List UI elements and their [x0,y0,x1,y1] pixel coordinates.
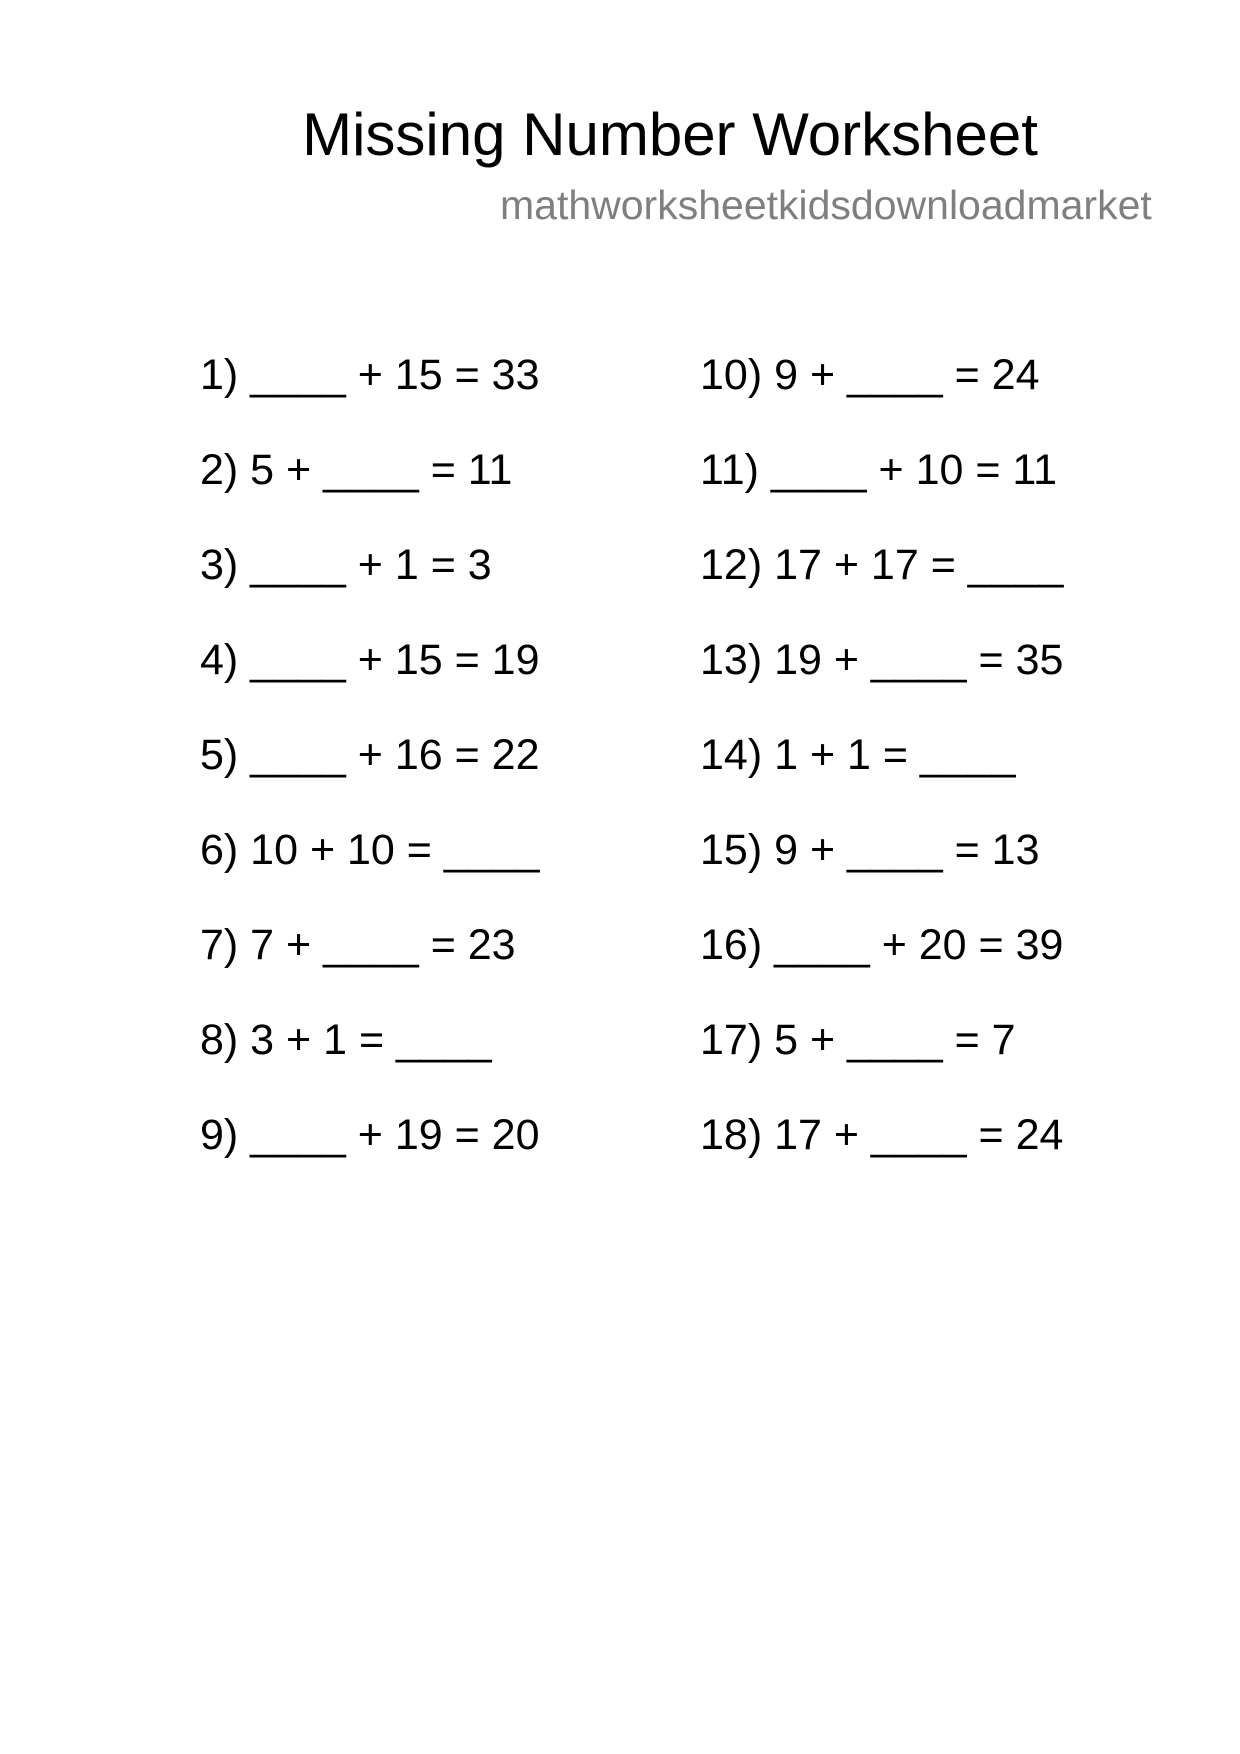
problem-column-right [700,348,1063,1203]
problem-8: 8) 3 + 1 = ____ [200,1016,492,1064]
problem-4: 4) ____ + 15 = 19 [200,636,540,684]
problem-7: 7) 7 + ____ = 23 [200,921,516,969]
problem-3: 3) ____ + 1 = 3 [200,541,492,589]
problem-18: 18) 17 + ____ = 24 [700,1111,1064,1159]
problem-column-left [200,348,540,1203]
worksheet-title: Missing Number Worksheet [302,101,1038,168]
problem-5: 5) ____ + 16 = 22 [200,731,540,779]
problem-2: 2) 5 + ____ = 11 [200,446,513,494]
problem-1: 1) ____ + 15 = 33 [200,351,540,399]
watermark-text: mathworksheetkidsdownloadmarket [500,182,1152,228]
problem-17: 17) 5 + ____ = 7 [700,1016,1016,1064]
problem-15: 15) 9 + ____ = 13 [700,826,1040,874]
problem-14: 14) 1 + 1 = ____ [700,731,1016,779]
problem-11: 11) ____ + 10 = 11 [700,446,1058,494]
problem-12: 12) 17 + 17 = ____ [700,541,1064,589]
problem-13: 13) 19 + ____ = 35 [700,636,1064,684]
problem-10: 10) 9 + ____ = 24 [700,351,1040,399]
problem-6: 6) 10 + 10 = ____ [200,826,540,874]
problem-16: 16) ____ + 20 = 39 [700,921,1064,969]
problem-9: 9) ____ + 19 = 20 [200,1111,540,1159]
